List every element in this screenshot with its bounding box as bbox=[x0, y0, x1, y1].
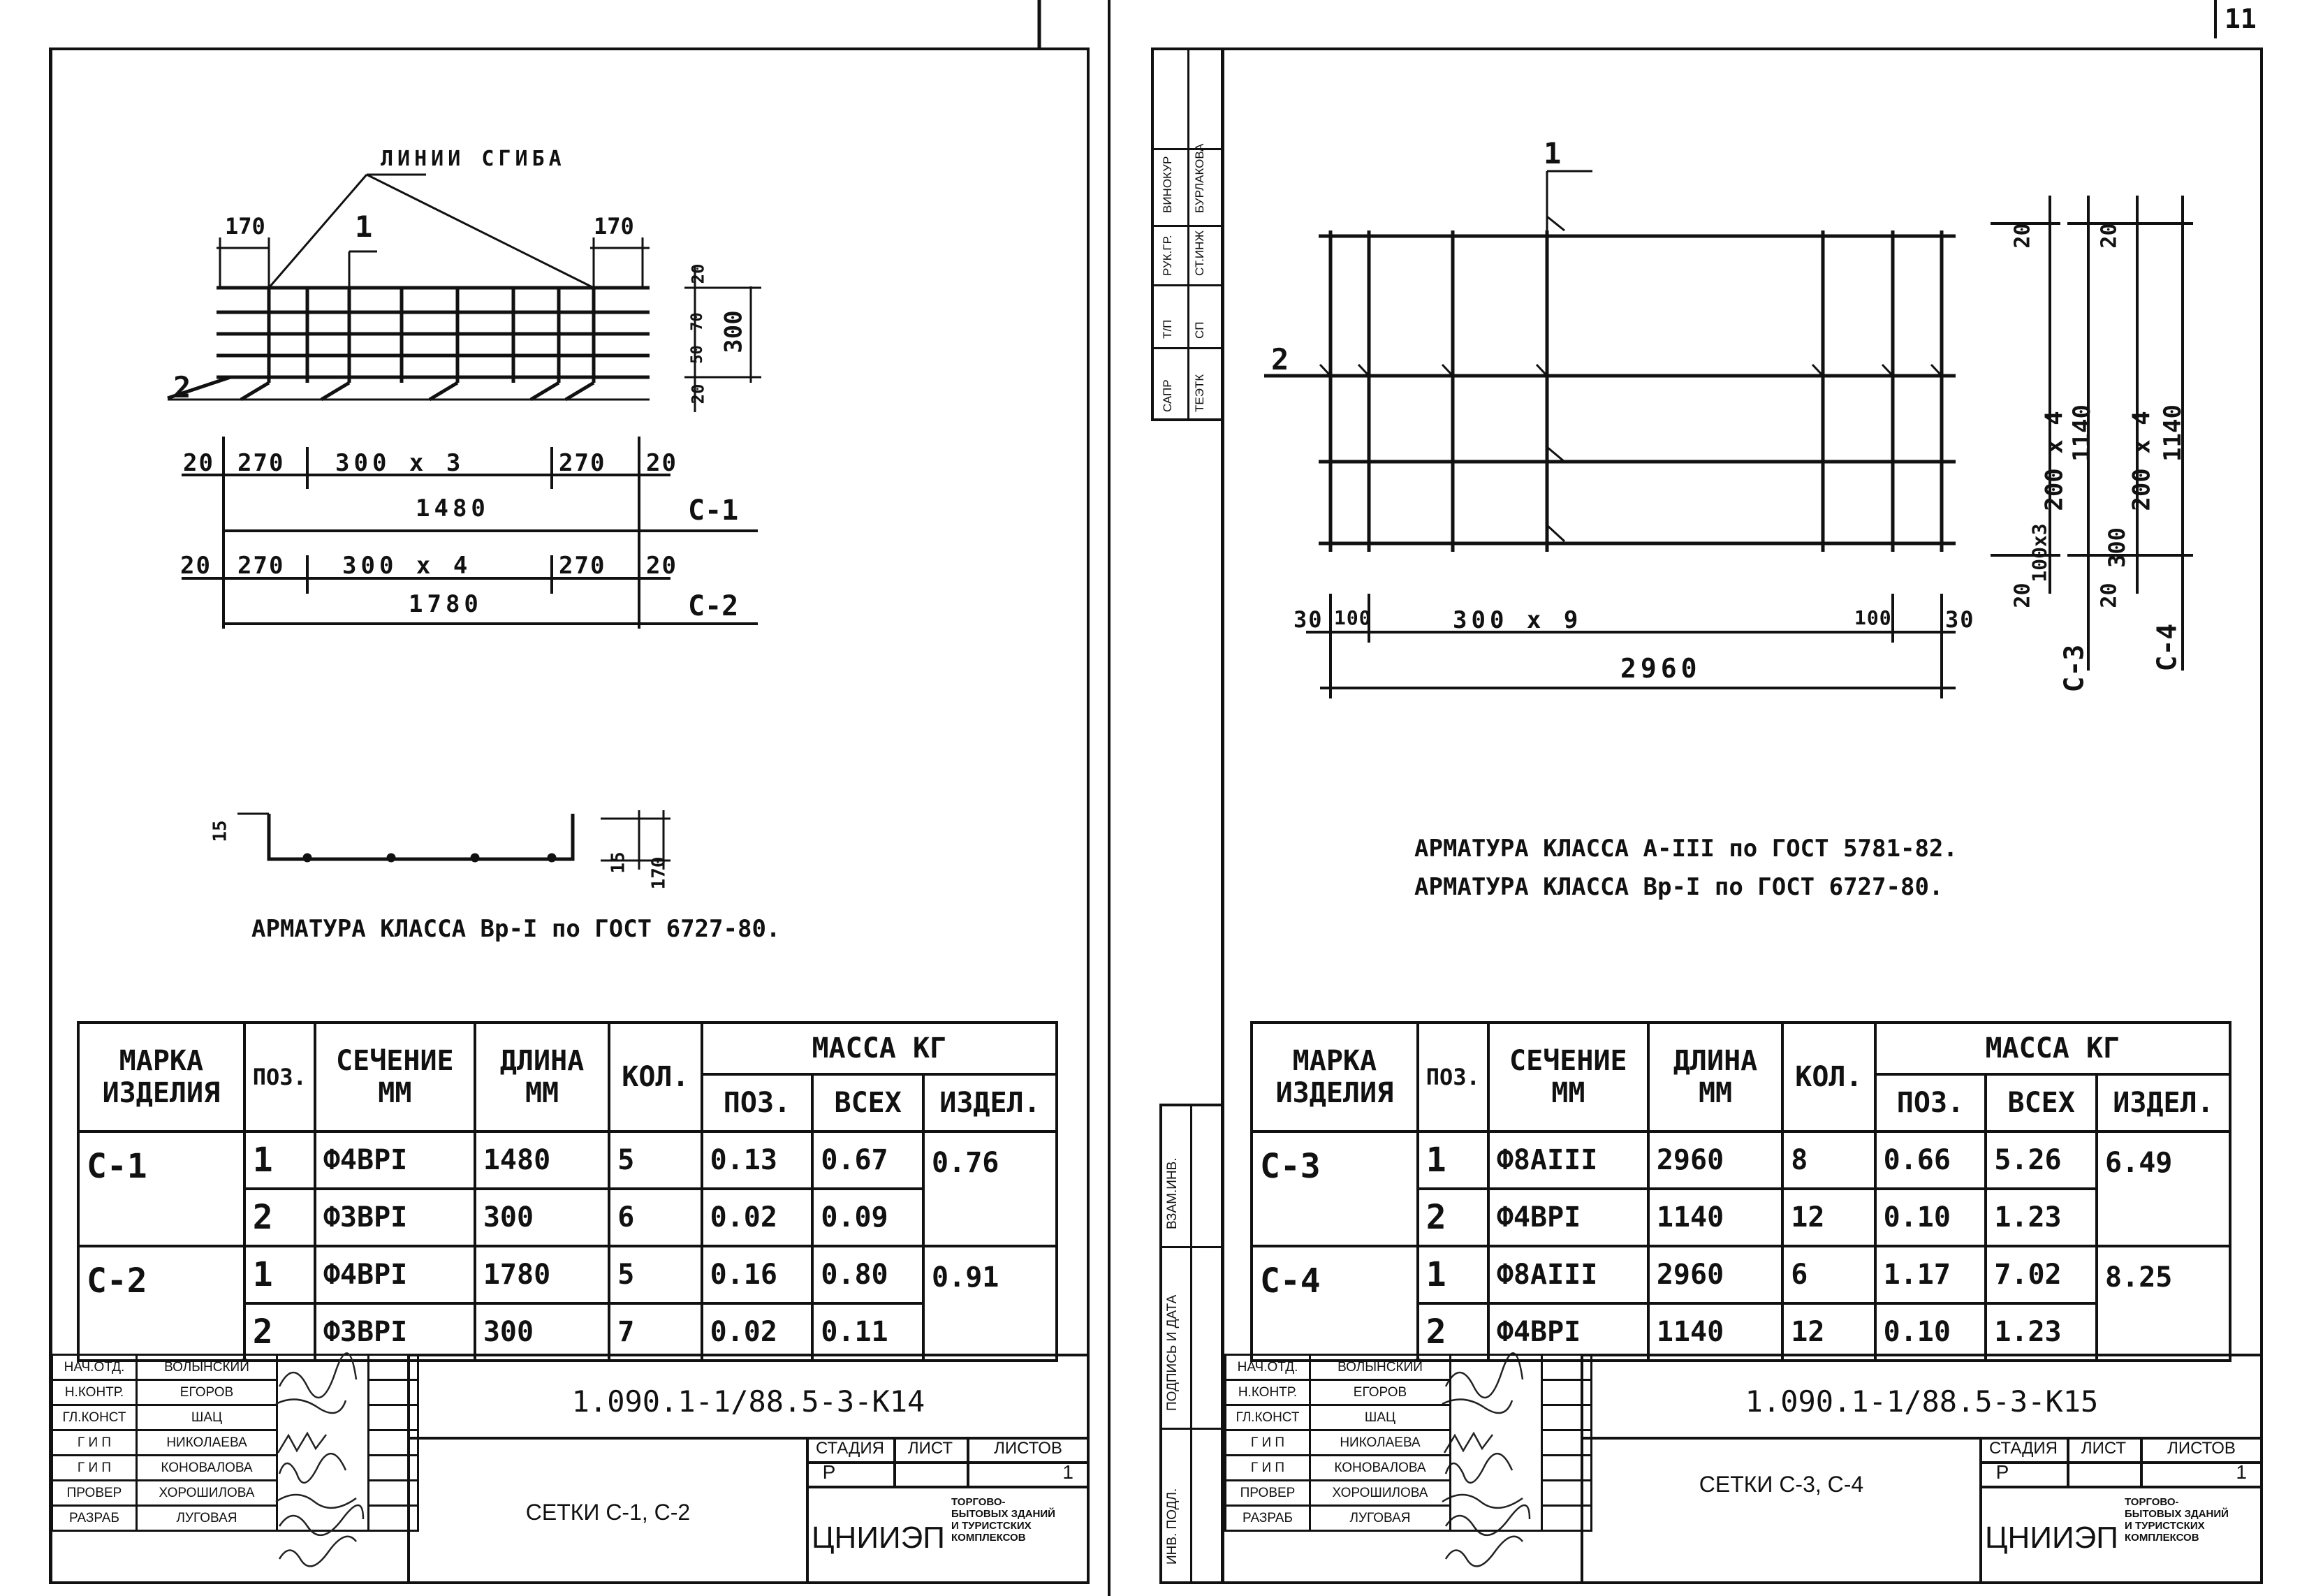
role-cell: Г И П bbox=[1226, 1430, 1310, 1456]
header-mass-item: ИЗДЕЛ. bbox=[923, 1074, 1057, 1132]
signature-column bbox=[1451, 1355, 1542, 1531]
dim-20-top: 20 bbox=[688, 263, 708, 284]
right-note-2: АРМАТУРА КЛАССА Вр-I по ГОСТ 6727-80. bbox=[1414, 873, 1944, 901]
role-cell: Г И П bbox=[1226, 1456, 1310, 1481]
name-cell: ЛУГОВАЯ bbox=[137, 1506, 277, 1531]
right-signature-table bbox=[1224, 1354, 1592, 1532]
c4-dim-1140: 1140 bbox=[2158, 404, 2187, 462]
bend-lines-label: ЛИНИИ СГИБА bbox=[381, 147, 566, 171]
row-qty: 5 bbox=[609, 1246, 701, 1303]
row-mark: С-4 bbox=[1252, 1246, 1418, 1361]
pos2-label: 2 bbox=[173, 370, 191, 404]
org-subtitle: ТОРГОВО-БЫТОВЫХ ЗДАНИЙ И ТУРИСТСКИХ КОМПЛЕКСОВ bbox=[2125, 1496, 2229, 1544]
org-name: ЦНИИЭП bbox=[1985, 1521, 2118, 1555]
row-pos: 2 bbox=[1418, 1303, 1488, 1361]
sheets-value: 1 bbox=[2236, 1461, 2247, 1483]
row-pos: 1 bbox=[244, 1246, 315, 1303]
header-pos: ПОЗ. bbox=[1418, 1023, 1488, 1132]
dim-170-right: 170 bbox=[594, 213, 634, 240]
c2-dim-3: 270 bbox=[559, 552, 606, 580]
c2-total: 1780 bbox=[409, 590, 483, 618]
row-section: Ф3ВРI bbox=[315, 1189, 475, 1246]
c4-mark: С-4 bbox=[2151, 623, 2183, 672]
pos1-label-right: 1 bbox=[1544, 136, 1562, 170]
c1-dim-3: 270 bbox=[559, 449, 606, 477]
page-number: 11 bbox=[2225, 3, 2257, 34]
row-length: 2960 bbox=[1648, 1132, 1782, 1189]
header-pos: ПОЗ. bbox=[244, 1023, 315, 1132]
signature-column bbox=[277, 1355, 369, 1531]
pos2-label-right: 2 bbox=[1271, 342, 1289, 376]
table-row bbox=[78, 1132, 1057, 1189]
header-section: СЕЧЕНИЕ ММ bbox=[1488, 1023, 1648, 1132]
bottom-dim-3: 100 bbox=[1854, 606, 1892, 629]
c1-dim-4: 20 bbox=[646, 449, 677, 477]
sheets-label: ЛИСТОВ bbox=[2167, 1439, 2236, 1458]
bottom-dim-1: 100 bbox=[1334, 606, 1372, 629]
c2-dim-2: 300 x 4 bbox=[342, 552, 472, 580]
role-cell: ПРОВЕР bbox=[1226, 1481, 1310, 1506]
header-mass-item: ИЗДЕЛ. bbox=[2097, 1074, 2230, 1132]
right-note-1: АРМАТУРА КЛАССА А-III по ГОСТ 5781-82. bbox=[1414, 835, 1958, 863]
row-section: Ф8АIII bbox=[1488, 1246, 1648, 1303]
side-stamp-vinokur: ВИНОКУР bbox=[1161, 156, 1174, 213]
row-section: Ф4ВРI bbox=[1488, 1189, 1648, 1246]
dim-170-left: 170 bbox=[225, 213, 265, 240]
row-mass-item: 6.49 bbox=[2097, 1132, 2230, 1246]
row-pos: 1 bbox=[244, 1132, 315, 1189]
row-mark: С-2 bbox=[78, 1246, 244, 1361]
c3-dim-100x3: 100x3 bbox=[2028, 523, 2051, 583]
c1-total: 1480 bbox=[416, 495, 490, 522]
profile-170: 170 bbox=[648, 856, 670, 890]
row-mass-pos: 0.13 bbox=[702, 1132, 813, 1189]
row-length: 1140 bbox=[1648, 1303, 1782, 1361]
name-cell: ХОРОШИЛОВА bbox=[1310, 1481, 1451, 1506]
c1-mark: С-1 bbox=[688, 495, 739, 527]
name-cell: НИКОЛАЕВА bbox=[1310, 1430, 1451, 1456]
c4-dim-200x4: 200 x 4 bbox=[2127, 411, 2156, 511]
row-section: Ф4ВРI bbox=[315, 1246, 475, 1303]
row-section: Ф8АIII bbox=[1488, 1132, 1648, 1189]
row-qty: 12 bbox=[1782, 1303, 1875, 1361]
table-row bbox=[1252, 1132, 2230, 1189]
row-mass-all: 0.11 bbox=[812, 1303, 923, 1361]
dim-20-bottom: 20 bbox=[688, 383, 708, 404]
total-2960: 2960 bbox=[1620, 653, 1701, 684]
row-mass-all: 1.23 bbox=[1986, 1189, 2097, 1246]
row-qty: 5 bbox=[609, 1132, 701, 1189]
role-cell: ПРОВЕР bbox=[52, 1481, 137, 1506]
row-mark: С-3 bbox=[1252, 1132, 1418, 1246]
role-cell: Г И П bbox=[52, 1430, 137, 1456]
row-qty: 12 bbox=[1782, 1189, 1875, 1246]
side-label-vzam: ВЗАМ.ИНВ. bbox=[1165, 1157, 1180, 1229]
bottom-dim-0: 30 bbox=[1293, 606, 1324, 633]
role-cell: Г И П bbox=[52, 1456, 137, 1481]
c4-dim-300: 300 bbox=[2103, 527, 2130, 568]
row-mass-all: 5.26 bbox=[1986, 1132, 2097, 1189]
row-pos: 1 bbox=[1418, 1246, 1488, 1303]
c4-dim-20-top: 20 bbox=[2097, 223, 2122, 249]
role-cell: Н.КОНТР. bbox=[1226, 1380, 1310, 1405]
name-cell: ЛУГОВАЯ bbox=[1310, 1506, 1451, 1531]
row-mass-pos: 0.16 bbox=[702, 1246, 813, 1303]
profile-15-left: 15 bbox=[210, 820, 231, 842]
name-cell: ВОЛЫНСКИЙ bbox=[1310, 1355, 1451, 1380]
drawing-title: СЕТКИ С-3, С-4 bbox=[1699, 1472, 1864, 1497]
role-cell: НАЧ.ОТД. bbox=[1226, 1355, 1310, 1380]
name-cell: ШАЦ bbox=[137, 1405, 277, 1430]
sheets-value: 1 bbox=[1062, 1461, 1073, 1483]
row-mass-item: 8.25 bbox=[2097, 1246, 2230, 1361]
role-cell: ГЛ.КОНСТ bbox=[1226, 1405, 1310, 1430]
header-mark: МАРКА ИЗДЕЛИЯ bbox=[78, 1023, 244, 1132]
row-length: 1140 bbox=[1648, 1189, 1782, 1246]
name-cell: ШАЦ bbox=[1310, 1405, 1451, 1430]
side-stamp-stinzh: СТ.ИНЖ bbox=[1193, 230, 1206, 276]
side-stamp-sp: СП bbox=[1193, 321, 1206, 339]
row-length: 1780 bbox=[475, 1246, 609, 1303]
row-mass-all: 0.80 bbox=[812, 1246, 923, 1303]
row-length: 1480 bbox=[475, 1132, 609, 1189]
drawing-title: СЕТКИ С-1, С-2 bbox=[525, 1500, 691, 1525]
c3-dim-200x4: 200 x 4 bbox=[2040, 411, 2069, 511]
name-cell: НИКОЛАЕВА bbox=[137, 1430, 277, 1456]
header-mass: МАССА КГ bbox=[702, 1023, 1057, 1074]
row-mass-pos: 0.02 bbox=[702, 1303, 813, 1361]
c2-dim-1: 270 bbox=[237, 552, 285, 580]
header-mass-all: ВСЕХ bbox=[1986, 1074, 2097, 1132]
c3-dim-20-bottom: 20 bbox=[2010, 583, 2035, 608]
row-mass-item: 0.76 bbox=[923, 1132, 1057, 1246]
row-qty: 6 bbox=[1782, 1246, 1875, 1303]
stage-value: Р bbox=[822, 1461, 836, 1483]
c3-mark: С-3 bbox=[2058, 644, 2090, 693]
c4-dim-20-bottom: 20 bbox=[2097, 583, 2122, 608]
role-cell: РАЗРАБ bbox=[1226, 1506, 1310, 1531]
org-subtitle: ТОРГОВО-БЫТОВЫХ ЗДАНИЙ И ТУРИСТСКИХ КОМПЛЕКСОВ bbox=[951, 1496, 1055, 1544]
c1-dim-2: 300 x 3 bbox=[335, 449, 465, 477]
row-mass-pos: 0.10 bbox=[1875, 1303, 1986, 1361]
sheets-label: ЛИСТОВ bbox=[994, 1439, 1062, 1458]
c1-dim-1: 270 bbox=[237, 449, 285, 477]
left-spec-table bbox=[77, 1021, 1058, 1362]
c2-mark: С-2 bbox=[688, 590, 739, 622]
side-stamp-rukgr: РУК.ГР. bbox=[1161, 235, 1174, 276]
header-qty: КОЛ. bbox=[1782, 1023, 1875, 1132]
header-mass-all: ВСЕХ bbox=[812, 1074, 923, 1132]
row-pos: 2 bbox=[1418, 1189, 1488, 1246]
c2-dim-4: 20 bbox=[646, 552, 677, 580]
side-label-podpis: ПОДПИСЬ И ДАТА bbox=[1165, 1294, 1180, 1411]
header-mark: МАРКА ИЗДЕЛИЯ bbox=[1252, 1023, 1418, 1132]
role-cell: ГЛ.КОНСТ bbox=[52, 1405, 137, 1430]
side-stamp bbox=[1151, 47, 1221, 421]
left-signature-table bbox=[51, 1354, 419, 1532]
row-mark: С-1 bbox=[78, 1132, 244, 1246]
right-spec-table bbox=[1250, 1021, 2231, 1362]
drawing-code: 1.090.1-1/88.5-3-К15 bbox=[1745, 1384, 2099, 1419]
stage-value: Р bbox=[1995, 1461, 2009, 1483]
name-cell: ЕГОРОВ bbox=[137, 1380, 277, 1405]
row-mass-pos: 0.66 bbox=[1875, 1132, 1986, 1189]
stage-label: СТАДИЯ bbox=[1988, 1439, 2058, 1458]
row-section: Ф4ВРI bbox=[315, 1132, 475, 1189]
bottom-dim-4: 30 bbox=[1945, 606, 1975, 633]
row-mass-all: 0.67 bbox=[812, 1132, 923, 1189]
header-mass-pos: ПОЗ. bbox=[1875, 1074, 1986, 1132]
row-mass-pos: 1.17 bbox=[1875, 1246, 1986, 1303]
header-section: СЕЧЕНИЕ ММ bbox=[315, 1023, 475, 1132]
name-cell: КОНОВАЛОВА bbox=[137, 1456, 277, 1481]
row-section: Ф4ВРI bbox=[1488, 1303, 1648, 1361]
row-section: Ф3ВРI bbox=[315, 1303, 475, 1361]
header-mass: МАССА КГ bbox=[1875, 1023, 2230, 1074]
c1-dim-0: 20 bbox=[183, 449, 214, 477]
right-title-block bbox=[1581, 1354, 2263, 1584]
org-name: ЦНИИЭП bbox=[812, 1521, 945, 1555]
table-row bbox=[1252, 1246, 2230, 1303]
c2-dim-0: 20 bbox=[180, 552, 212, 580]
side-stamp-tp: Т/П bbox=[1161, 319, 1174, 339]
row-qty: 8 bbox=[1782, 1132, 1875, 1189]
role-cell: Н.КОНТР. bbox=[52, 1380, 137, 1405]
c3-dim-1140: 1140 bbox=[2067, 404, 2096, 462]
row-mass-item: 0.91 bbox=[923, 1246, 1057, 1361]
sheet-label: ЛИСТ bbox=[907, 1439, 953, 1458]
name-cell: ЕГОРОВ bbox=[1310, 1380, 1451, 1405]
row-mass-all: 0.09 bbox=[812, 1189, 923, 1246]
dim-50: 50 bbox=[688, 345, 706, 364]
header-length: ДЛИНА ММ bbox=[475, 1023, 609, 1132]
row-mass-all: 7.02 bbox=[1986, 1246, 2097, 1303]
header-length: ДЛИНА ММ bbox=[1648, 1023, 1782, 1132]
bottom-dim-2: 300 x 9 bbox=[1453, 606, 1583, 634]
side-label-inv: ИНВ. ПОДЛ. bbox=[1165, 1488, 1180, 1565]
row-length: 300 bbox=[475, 1303, 609, 1361]
c3-dim-20-top: 20 bbox=[2010, 223, 2035, 249]
side-stamp-burlakova: БУРЛАКОВА bbox=[1193, 143, 1206, 213]
pos1-label: 1 bbox=[355, 210, 373, 244]
dim-300-vertical: 300 bbox=[719, 310, 748, 353]
row-qty: 6 bbox=[609, 1189, 701, 1246]
row-mass-pos: 0.10 bbox=[1875, 1189, 1986, 1246]
profile-15-right: 15 bbox=[608, 851, 629, 874]
dim-70: 70 bbox=[688, 312, 706, 331]
header-qty: КОЛ. bbox=[609, 1023, 701, 1132]
name-cell: ВОЛЫНСКИЙ bbox=[137, 1355, 277, 1380]
drawing-code: 1.090.1-1/88.5-3-К14 bbox=[571, 1384, 925, 1419]
table-row bbox=[78, 1246, 1057, 1303]
row-pos: 2 bbox=[244, 1189, 315, 1246]
row-qty: 7 bbox=[609, 1303, 701, 1361]
role-cell: РАЗРАБ bbox=[52, 1506, 137, 1531]
row-mass-all: 1.23 bbox=[1986, 1303, 2097, 1361]
row-pos: 1 bbox=[1418, 1132, 1488, 1189]
name-cell: ХОРОШИЛОВА bbox=[137, 1481, 277, 1506]
row-mass-pos: 0.02 bbox=[702, 1189, 813, 1246]
left-title-block bbox=[407, 1354, 1090, 1584]
sheet-label: ЛИСТ bbox=[2081, 1439, 2127, 1458]
header-mass-pos: ПОЗ. bbox=[702, 1074, 813, 1132]
name-cell: КОНОВАЛОВА bbox=[1310, 1456, 1451, 1481]
left-note: АРМАТУРА КЛАССА Вр-I по ГОСТ 6727-80. bbox=[251, 915, 781, 943]
role-cell: НАЧ.ОТД. bbox=[52, 1355, 137, 1380]
side-stamp-teetk: ТЕЭТК bbox=[1193, 374, 1206, 412]
row-length: 300 bbox=[475, 1189, 609, 1246]
stage-label: СТАДИЯ bbox=[815, 1439, 885, 1458]
row-pos: 2 bbox=[244, 1303, 315, 1361]
side-stamp-sapr: САПР bbox=[1161, 379, 1174, 412]
row-length: 2960 bbox=[1648, 1246, 1782, 1303]
